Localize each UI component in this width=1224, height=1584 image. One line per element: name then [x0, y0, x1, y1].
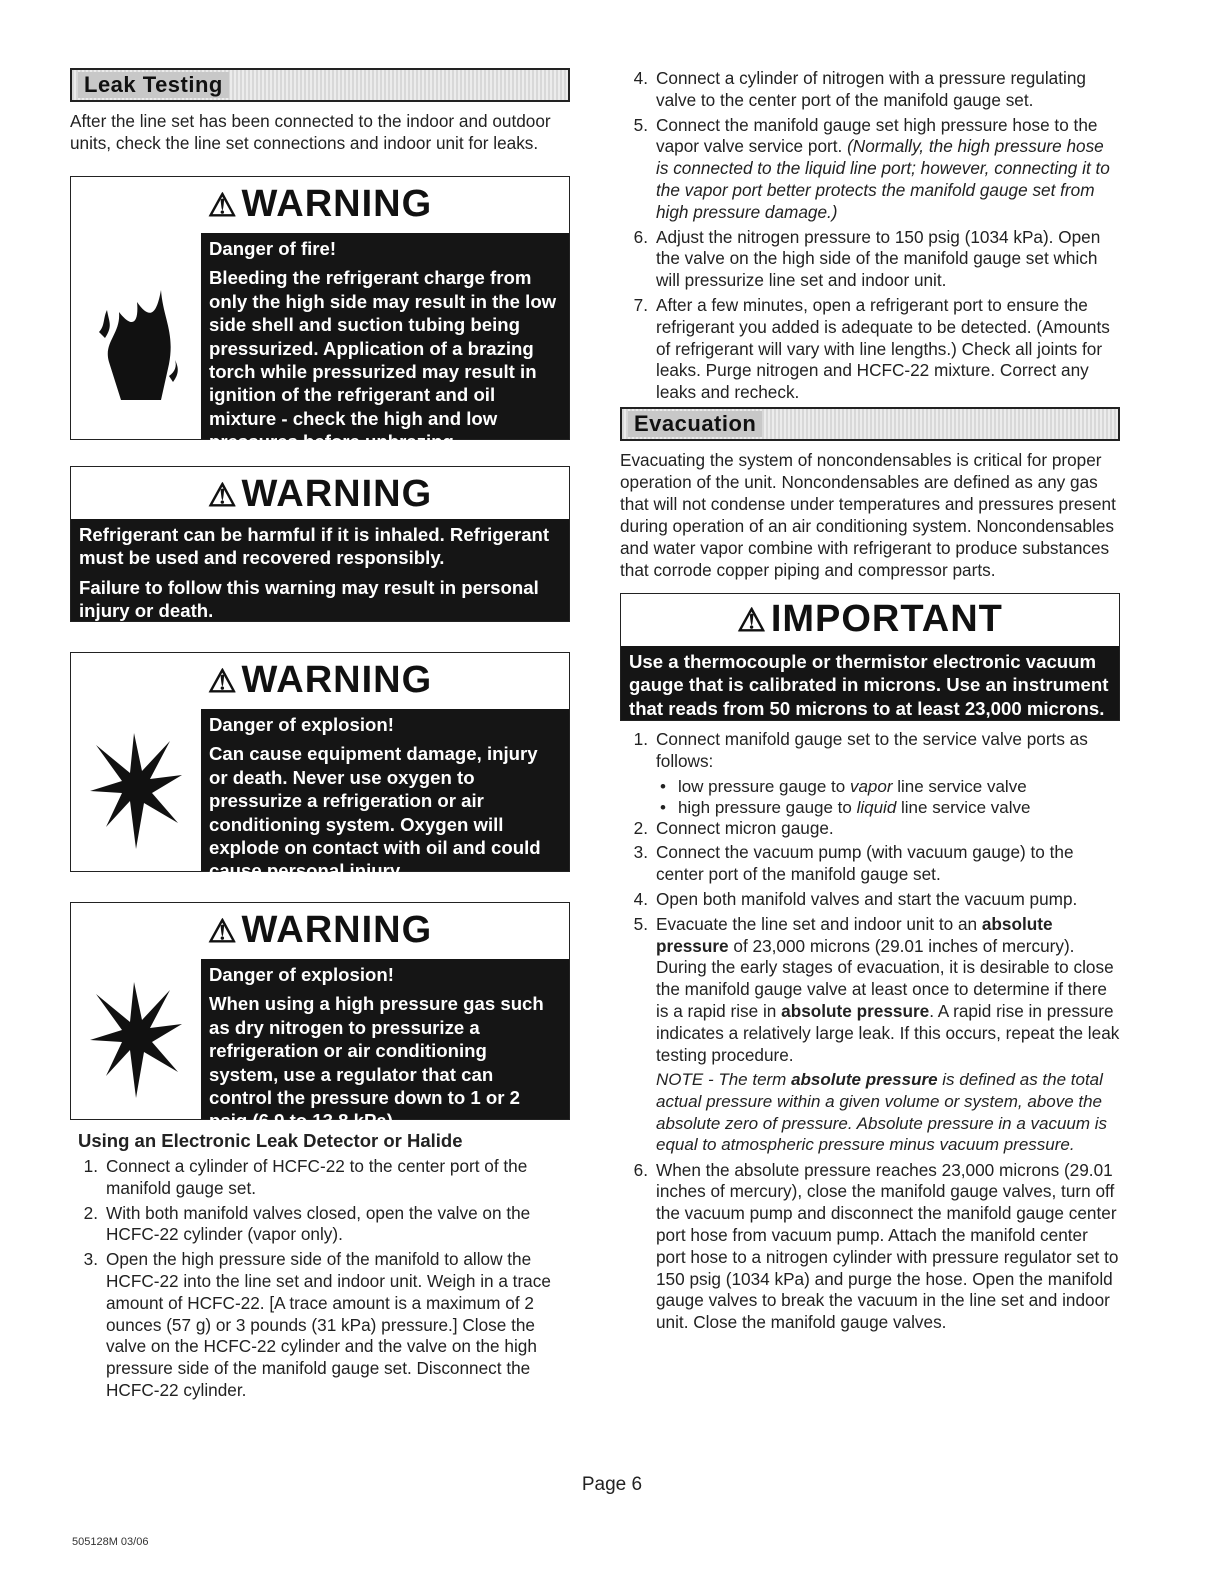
left-column — [70, 68, 570, 1405]
warning-text-panel: Refrigerant can be harmful if it is inhaled. Refrigerant must be used and recovered responsibly. Failure to follow this warning may result in personal injury or death. — [71, 519, 569, 621]
warning-box-refrigerant — [70, 466, 570, 622]
page-number: Page 6 — [581, 1474, 643, 1495]
section-header-leak-testing — [70, 68, 570, 102]
warning-triangle-icon: ⚠ — [737, 601, 767, 638]
gauge-bullets — [620, 776, 1120, 818]
list-item: 7. After a few minutes, open a refrigerant port to ensure the refrigerant you added is adequate to be detected. (Amounts of refrigerant will vary with line lengths.) Check all joints for leaks. Purge nitrogen and HCFC-22 mixture. Correct any leaks and recheck. — [633, 294, 1110, 403]
list-item: 6. Adjust the nitrogen pressure to 150 psig (1034 kPa). Open the valve on the high side of the manifold gauge set which will pressurize line set and indoor unit. — [633, 226, 1101, 291]
list-item: 1. Connect manifold gauge set to the service valve ports as follows: — [633, 728, 1088, 771]
warning-triangle-icon: ⚠ — [207, 663, 238, 699]
section-title: Evacuation — [628, 411, 762, 437]
right-column — [620, 68, 1120, 1337]
list-item: • low pressure gauge to vapor line service valve — [660, 776, 1120, 797]
list-item: 5. Evacuate the line set and indoor unit to an absolute pressure of 23,000 microns (29.01 inches of mercury). During the early stages of evacuation, it is desirable to close the manifold gauge valve at least once to determine if there is a rapid rise in absolute pressure. A rapid rise in pressure indicates a relatively large leak. If this occurs, repeat the leak testing procedure. — [633, 913, 1120, 1065]
warning-box-explosion-nitrogen — [70, 902, 570, 1132]
list-item: 6. When the absolute pressure reaches 23,000 microns (29.01 inches of mercury), close the manifold gauge valves, turn off the vacuum pump and disconnect the manifold gauge center port hose from vacuum pump. Attach the manifold center port hose to a nitrogen cylinder with pressure regulator set to 150 psig (1034 kPa) and purge the hose. Open the manifold gauge valves to break the vacuum in the line set and indoor unit. Close the manifold gauge valves. — [633, 1159, 1119, 1333]
subheading-leak-detector: Using an Electronic Leak Detector or Halide — [78, 1130, 463, 1151]
list-item: 4. Open both manifold valves and start the vacuum pump. — [633, 888, 1078, 909]
fire-icon — [81, 247, 191, 437]
warning-box-explosion-oxygen — [70, 652, 570, 882]
warning-heading: ⚠ WARNING — [71, 467, 569, 521]
list-item: 5. Connect the manifold gauge set high pressure hose to the vapor valve service port. (Normally, the high pressure hose is connected to the liquid line port; however, connecting it to the vapor port better protects the manifold gauge set from high pressure damage.) — [633, 114, 1110, 222]
section-header-evacuation — [620, 407, 1120, 441]
warning-text-panel: Danger of fire! Bleeding the refrigerant charge from only the high side may result in the low side shell and suction tubing being pressurized. Application of a brazing torch while pressurized may result in ignition of the refrigerant and oil mixture - check the high and low pressures before unbrazing. — [201, 233, 569, 439]
list-item: 2. Connect micron gauge. — [633, 817, 834, 838]
evacuation-steps — [620, 729, 1120, 773]
list-item: 1. Connect a cylinder of HCFC-22 to the center port of the manifold gauge set. — [83, 1156, 528, 1198]
evacuation-intro: Evacuating the system of noncondensables is critical for proper operation of the unit. Noncondensables are defined as any gas that will not condense under temperatures and pressures present during operation of an air conditioning system. Noncondensables and water vapor combine with refrigerant to produce substances that corrode copper piping and compressor parts. — [620, 449, 1116, 580]
explosion-icon — [81, 963, 191, 1117]
leak-testing-intro: After the line set has been connected to the indoor and outdoor units, check the line set connections and indoor unit for leaks. — [70, 111, 551, 153]
list-item: 3. Connect the vacuum pump (with vacuum gauge) to the center port of the manifold gauge set. — [633, 842, 1074, 885]
warning-box-fire — [70, 176, 570, 453]
important-text-panel: Use a thermocouple or thermistor electronic vacuum gauge that is calibrated in microns. Use an instrument that reads from 50 microns to at least 23,000 microns. — [621, 646, 1119, 720]
warning-text-panel: Danger of explosion! Can cause equipment damage, injury or death. Never use oxygen to pressurize a refrigeration or air conditioning system. Oxygen will explode on contact with oil and could cause personal injury. — [201, 709, 569, 871]
warning-heading: ⚠ WARNING — [71, 653, 569, 707]
section-title: Leak Testing — [78, 72, 229, 98]
evacuation-steps-continued — [620, 818, 1120, 1067]
leak-detector-steps — [70, 1156, 570, 1402]
list-item: 3. Open the high pressure side of the manifold to allow the HCFC-22 into the line set and indoor unit. Weigh in a trace amount of HCFC-22. [A trace amount is a maximum of 2 ounces (57 g) or 3 pounds (31 kPa) pressure.] Close the valve on the HCFC-22 cylinder and the valve on the high pressure side of the manifold gauge set. Disconnect the HCFC-22 cylinder. — [83, 1249, 551, 1400]
absolute-pressure-note: NOTE - The term absolute pressure is defined as the total actual pressure within a given volume or system, above the absolute zero of pressure. Absolute pressure in a vacuum is equal to atmospheric pressure minus vacuum pressure. — [656, 1070, 1108, 1155]
list-item: 2. With both manifold valves closed, open the valve on the HCFC-22 cylinder (vapor only). — [83, 1202, 531, 1245]
important-box — [620, 593, 1120, 721]
warning-heading: ⚠ WARNING — [71, 177, 569, 231]
warning-text-panel: Danger of explosion! When using a high pressure gas such as dry nitrogen to pressurize a refrigeration or air conditioning system, use a regulator that can control the pressure down to 1 or 2 psig (6.9 to 13.8 kPa). — [201, 959, 569, 1119]
evacuation-steps-final — [620, 1160, 1120, 1334]
leak-testing-steps-continued — [620, 68, 1120, 404]
list-item: 4. Connect a cylinder of nitrogen with a pressure regulating valve to the center port of the manifold gauge set. — [633, 68, 1086, 110]
warning-triangle-icon: ⚠ — [207, 187, 238, 223]
warning-heading: ⚠ WARNING — [71, 903, 569, 957]
explosion-icon — [81, 713, 191, 869]
important-heading: ⚠ IMPORTANT — [621, 594, 1119, 644]
document-id: 505128M 03/06 — [72, 1536, 149, 1548]
list-item: • high pressure gauge to liquid line service valve — [660, 797, 1120, 818]
warning-triangle-icon: ⚠ — [207, 477, 238, 513]
warning-triangle-icon: ⚠ — [207, 913, 238, 949]
